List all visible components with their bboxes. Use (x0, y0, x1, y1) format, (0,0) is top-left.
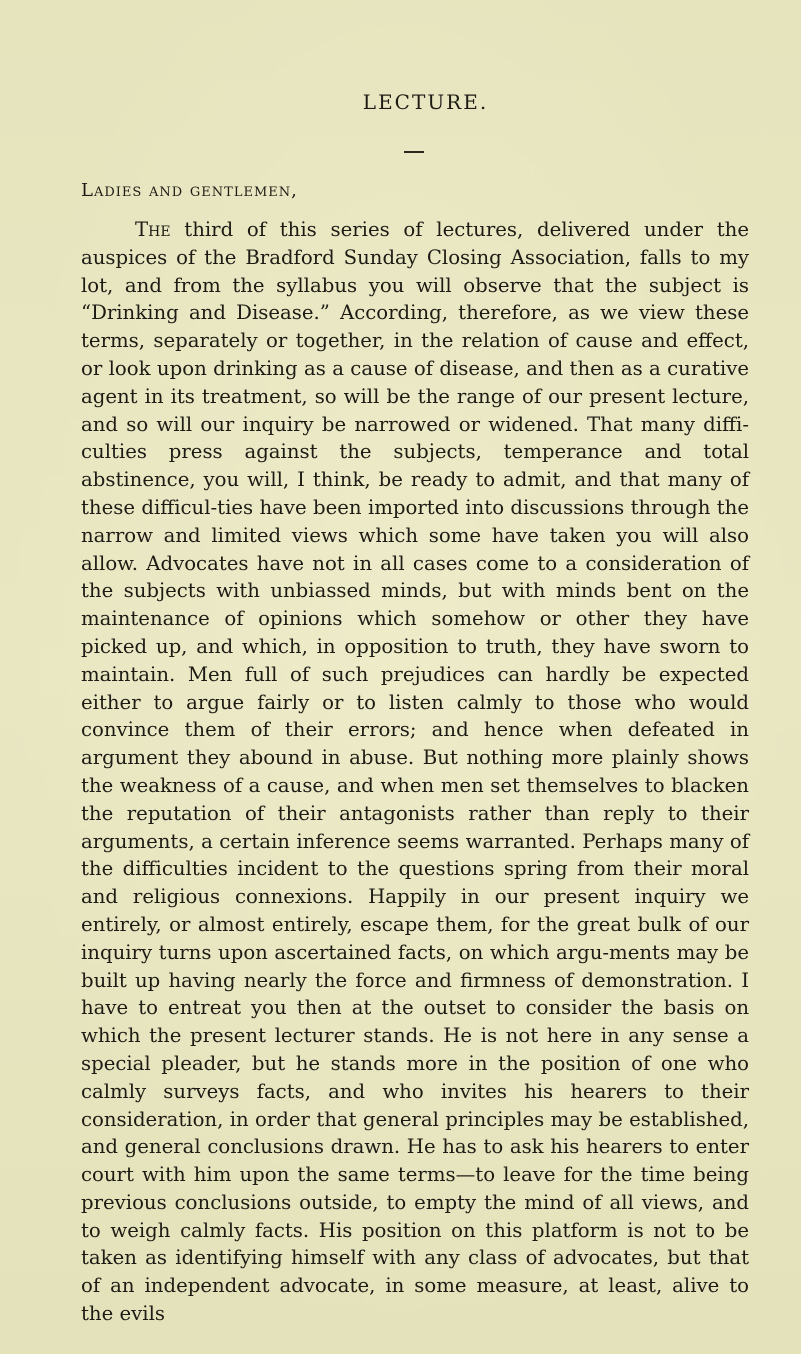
salutation: Ladies and gentlemen, (81, 180, 298, 201)
body-text: third of this series of lectures, delivered under the auspices of the Bradford Sunday Closing Association, falls to my lot, and from the syllabus you will observe that the subject is “Drinking and Disease.” According, therefore, as we view these terms, separately or together, in the relation of cause and effect, or look upon drinking as a cause of disease, and then as a curative agent in its treatment, so will be the range of our present lecture, and so will our inquiry be narrowed or widened. That many diffi-culties press against the subjects, temperance and total abstinence, you will, I think, be ready to admit, and that many of these difficul-ties have been imported into discussions through the narrow and limited views which some have taken you will also allow. Advocates have not in all cases come to a consideration of the subjects with unbiassed minds, but with minds bent on the maintenance of opinions which somehow or other they have picked up, and which, in opposition to truth, they have sworn to maintain. Men full of such prejudices can hardly be expected either to argue fairly or to listen calmly to those who would convince them of their errors; and hence when defeated in argument they abound in abuse. But nothing more plainly shows the weakness of a cause, and when men set themselves to blacken the reputation of their antagonists rather than reply to their arguments, a certain inference seems warranted. Perhaps many of the difficulties incident to the questions spring from their moral and religious connexions. Happily in our present inquiry we entirely, or almost entirely, escape them, for the great bulk of our inquiry turns upon ascertained facts, on which argu-ments may be built up having nearly the force and firmness of demonstration. I have to entreat you then at the outset to consider the basis on which the present lecturer stands. He is not here in any sense a special pleader, but he stands more in the position of one who calmly surveys facts, and who invites his hearers to their consideration, in order that general principles may be established, and general conclusions drawn. He has to ask his hearers to enter court with him upon the same terms—to leave for the time being previous conclusions outside, to empty the mind of all views, and to weigh calmly facts. His position on this platform is not to be taken as identifying himself with any class of advocates, but that of an independent advocate, in some measure, at least, alive to the evils (81, 218, 749, 1326)
lead-word: The (135, 218, 171, 241)
body-paragraph (81, 216, 749, 1328)
page-title: LECTURE. (362, 90, 489, 114)
title-rule (404, 151, 424, 153)
